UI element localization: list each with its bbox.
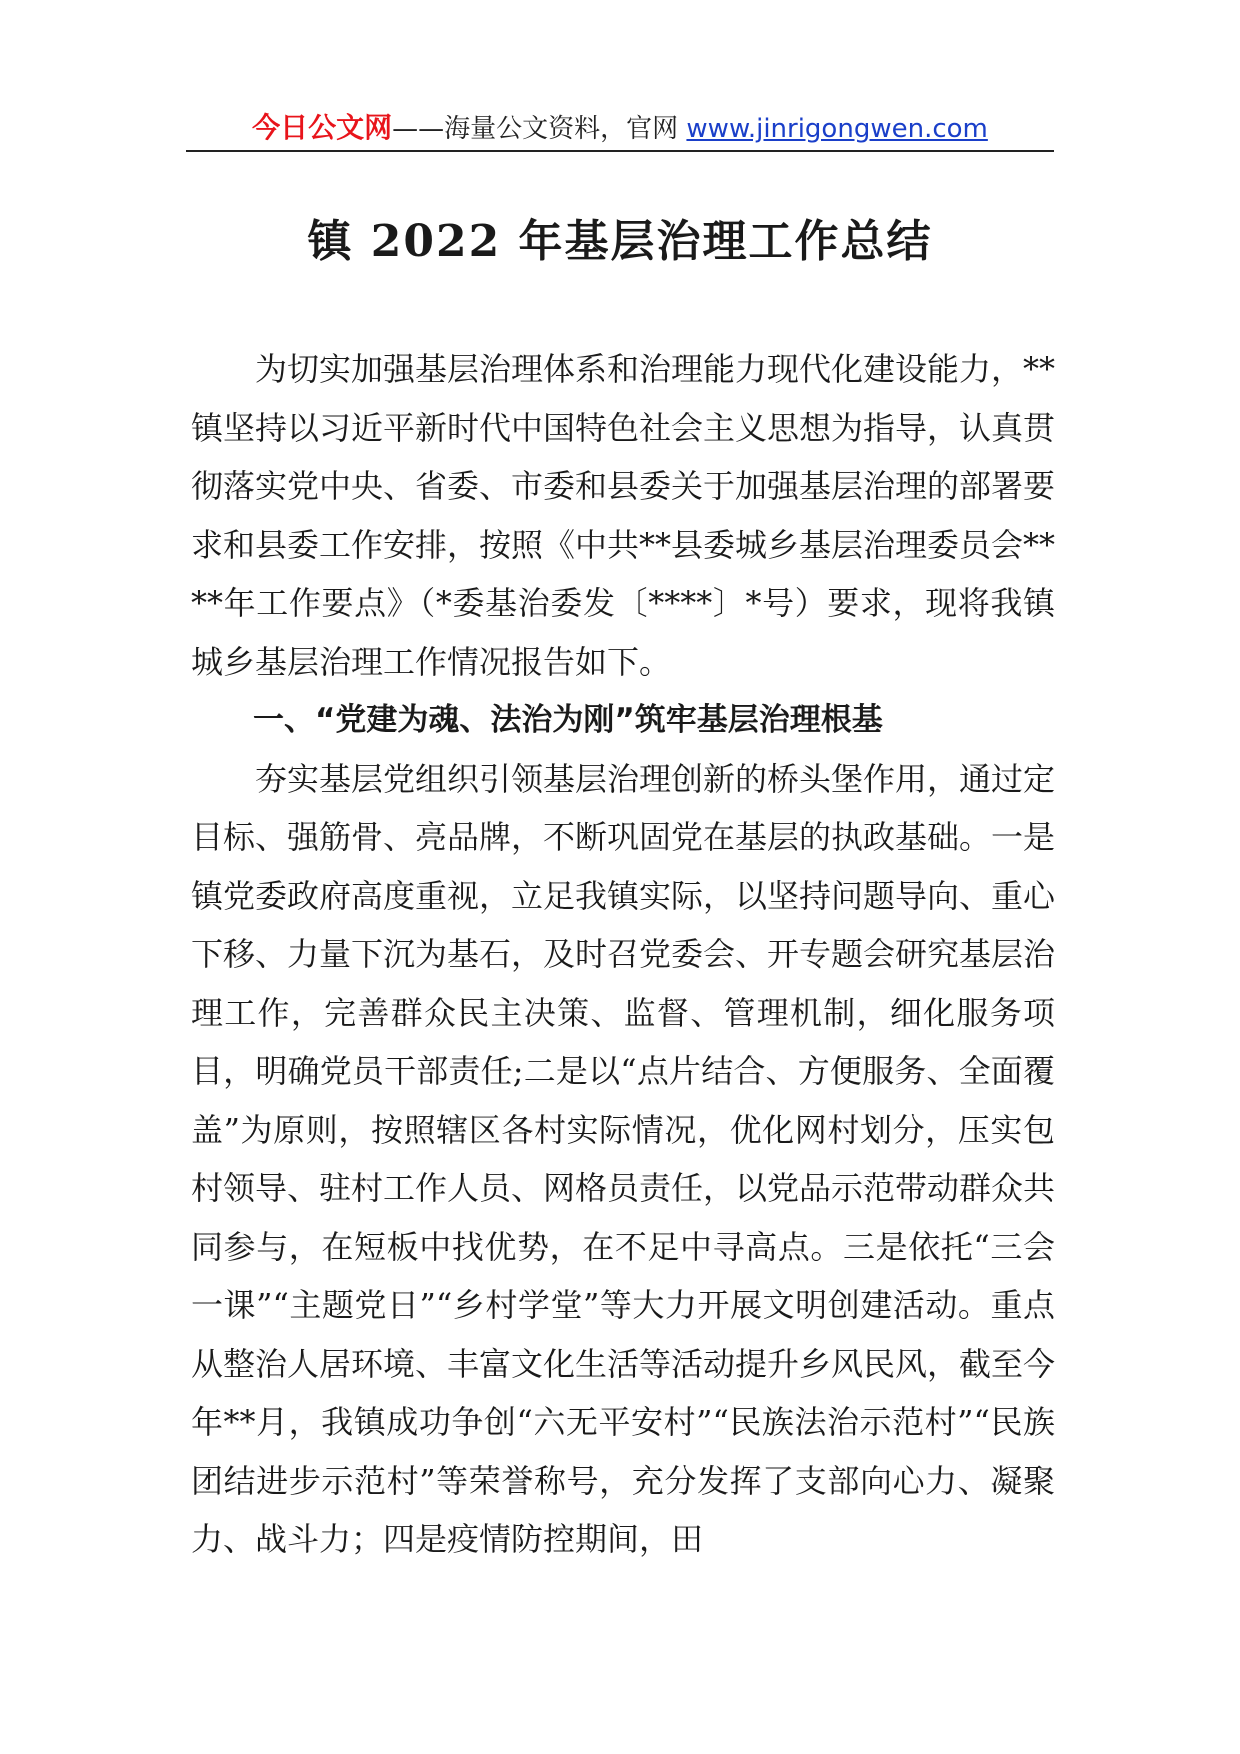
brand-name: 今日公文网 <box>252 111 393 144</box>
page-header <box>186 106 1054 152</box>
website-link[interactable]: www.jinrigongwen.com <box>686 114 988 144</box>
document-title: 镇 2022 年基层治理工作总结 <box>307 216 933 267</box>
intro-paragraph: 为切实加强基层治理体系和治理能力现代化建设能力，**镇坚持以习近平新时代中国特色社会主义思想为指导，认真贯彻落实党中央、省委、市委和县委关于加强基层治理的部署要求和县委工作安排，按照《中共**县委城乡基层治理委员会****年工作要点》（*委基治委发〔****〕*号）要求，现将我镇城乡基层治理工作情况报告如下。 <box>191 350 1056 681</box>
document-body <box>191 340 1055 1569</box>
section-paragraph: 夯实基层党组织引领基层治理创新的桥头堡作用，通过定目标、强筋骨、亮品牌，不断巩固党在基层的执政基础。一是镇党委政府高度重视，立足我镇实际，以坚持问题导向、重心下移、力量下沉为基石，及时召党委会、开专题会研究基层治理工作，完善群众民主决策、监督、管理机制，细化服务项目，明确党员干部责任;二是以“点片结合、方便服务、全面覆盖”为原则，按照辖区各村实际情况，优化网村划分，压实包村领导、驻村工作人员、网格员责任，以党品示范带动群众共同参与，在短板中找优势，在不足中寻高点。三是依托“三会一课”“主题党日”“乡村学堂”等大力开展文明创建活动。重点从整治人居环境、丰富文化生活等活动提升乡风民风，截至今年**月，我镇成功争创“六无平安村”“民族法治示范村”“民族团结进步示范村”等荣誉称号，充分发挥了支部向心力、凝聚力、战斗力；四是疫情防控期间，田 <box>191 759 1056 1558</box>
section-heading: 一、“党建为魂、法治为刚”筑牢基层治理根基 <box>253 702 883 738</box>
header-tagline: ——海量公文资料，官网 <box>392 114 687 144</box>
